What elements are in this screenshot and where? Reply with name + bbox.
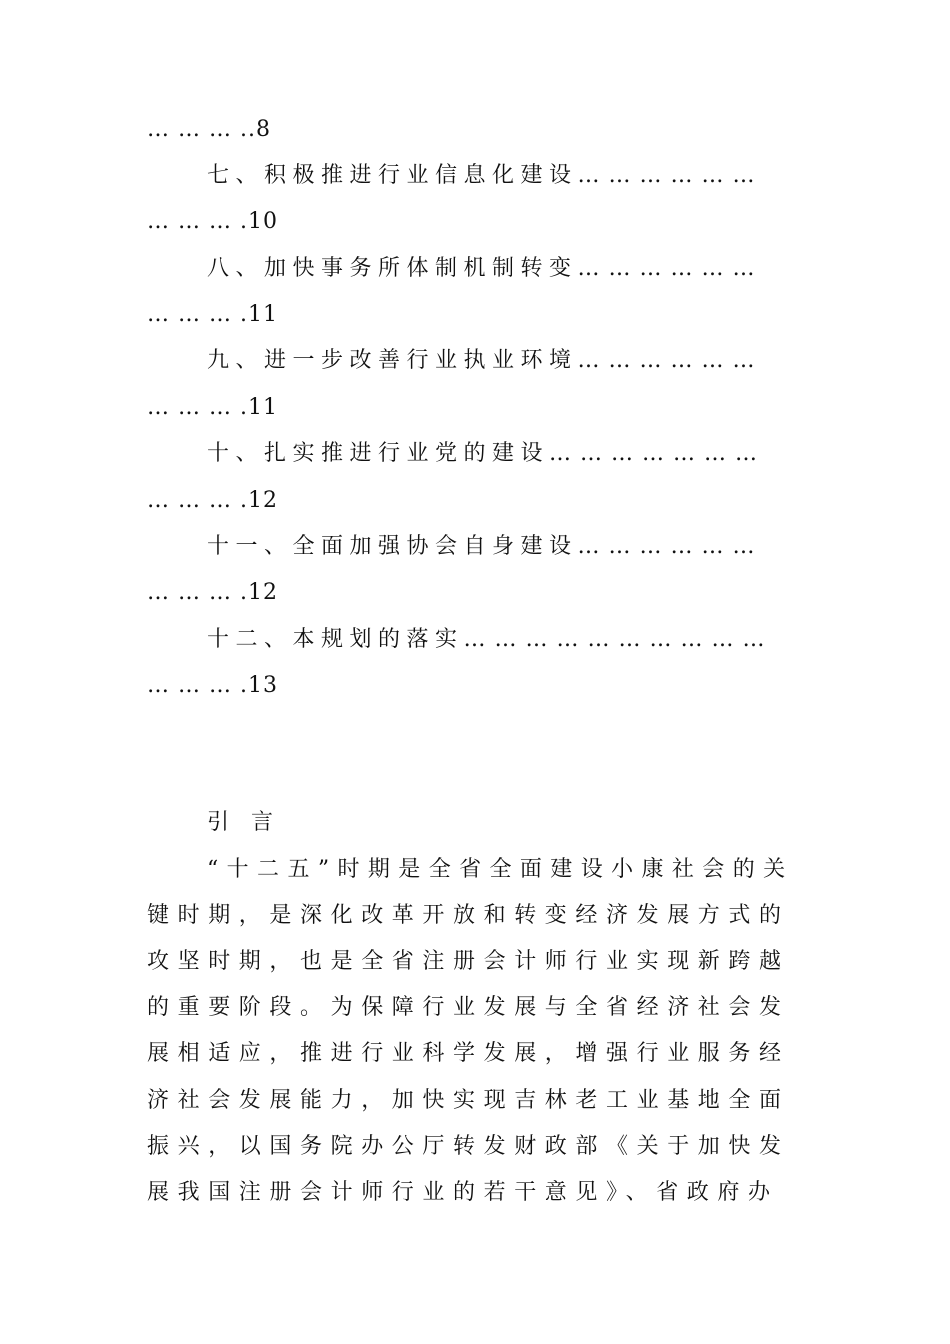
toc-entry-7 [207, 161, 755, 191]
toc-entry-12-page: … … … .13 [147, 673, 278, 698]
toc-entry-title: 八、加快事务所体制机制转变 [207, 256, 578, 281]
paragraph-line: 济社会发展能力，加快实现吉林老工业基地全面 [147, 1088, 790, 1113]
toc-entry-8 [207, 254, 755, 284]
toc-leader-dots: … … … … … … … … … … [463, 627, 766, 652]
paragraph-line: 展我国注册会计师行业的若干意见》、省政府办 [147, 1180, 779, 1205]
toc-entry-10 [207, 439, 758, 469]
toc-entry-11 [207, 532, 755, 562]
toc-entry-10-page: … … … .12 [147, 488, 278, 513]
toc-entry-9 [207, 346, 755, 376]
toc-leader-dots: … … … … … … [577, 256, 756, 281]
toc-entry-8-page: … … … .11 [147, 302, 278, 327]
toc-entry-7-page: … … … .10 [147, 209, 278, 234]
toc-leader-dots: … … … … … … [577, 534, 756, 559]
paragraph-line: 的重要阶段。为保障行业发展与全省经济社会发 [147, 995, 790, 1020]
toc-entry-title: 十、扎实推进行业党的建设 [207, 441, 550, 466]
paragraph-line: 展相适应，推进行业科学发展，增强行业服务经 [147, 1041, 790, 1066]
section-heading-intro: 引言 [207, 810, 296, 835]
toc-entry-12 [207, 625, 765, 655]
toc-entry-title: 十二、本规划的落实 [207, 627, 464, 652]
toc-leader-dots: … … … … … … … [549, 441, 758, 466]
toc-leader-dots: … … … … … … [577, 348, 756, 373]
paragraph-line: “十二五”时期是全省全面建设小康社会的关 [207, 857, 794, 882]
toc-entry-9-page: … … … .11 [147, 395, 278, 420]
toc-entry-title: 七、积极推进行业信息化建设 [207, 163, 578, 188]
toc-leader-dots: … … … … … … [577, 163, 756, 188]
toc-entry-title: 十一、全面加强协会自身建设 [207, 534, 578, 559]
toc-entry-11-page: … … … .12 [147, 580, 278, 605]
paragraph-line: 振兴，以国务院办公厅转发财政部《关于加快发 [147, 1134, 790, 1159]
paragraph-line: 攻坚时期，也是全省注册会计师行业实现新跨越 [147, 949, 790, 974]
toc-entry-title: 九、进一步改善行业执业环境 [207, 348, 578, 373]
paragraph-line: 键时期，是深化改革开放和转变经济发展方式的 [147, 903, 790, 928]
toc-continuation: … … … ..8 [147, 117, 271, 142]
